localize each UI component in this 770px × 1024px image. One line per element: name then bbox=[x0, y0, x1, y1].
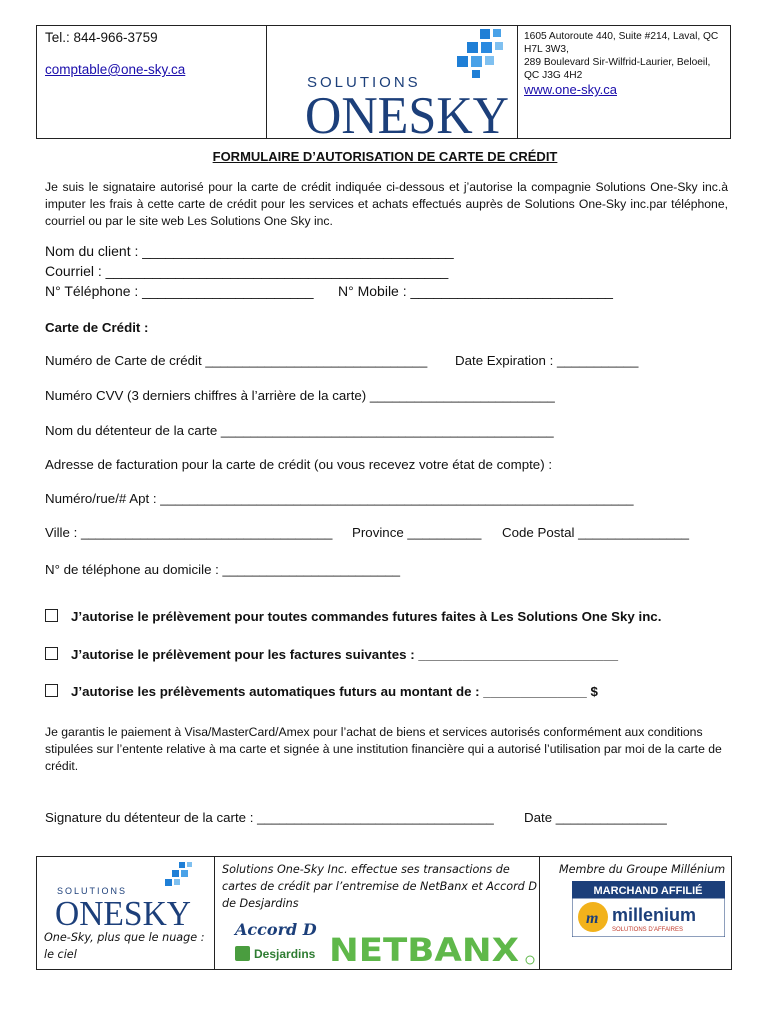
netbanx-text: NETBANX bbox=[329, 931, 520, 967]
footer-logo-cell bbox=[37, 857, 215, 969]
authorize-amount-option[interactable] bbox=[45, 684, 598, 699]
signature-field[interactable]: Signature du détenteur de la carte : ________________________________ bbox=[45, 810, 494, 825]
authorize-invoices-option[interactable] bbox=[45, 647, 618, 662]
authorize-all-option[interactable] bbox=[45, 609, 661, 624]
slogan-line: le ciel bbox=[44, 948, 77, 961]
form-title: FORMULAIRE D’AUTORISATION DE CARTE DE CRÉDIT bbox=[212, 149, 558, 164]
transactions-text bbox=[222, 861, 538, 912]
checkbox[interactable] bbox=[45, 684, 58, 697]
mobile-field[interactable]: N° Mobile : __________________________ bbox=[338, 283, 613, 299]
city-field[interactable]: Ville : __________________________________ bbox=[45, 525, 333, 540]
transactions-line: de Desjardins bbox=[222, 897, 299, 910]
netbanx-logo bbox=[327, 931, 537, 967]
desjardins-text: Desjardins bbox=[254, 947, 316, 961]
card-number-field[interactable]: Numéro de Carte de crédit ______________________________ bbox=[45, 353, 428, 368]
address-line: H7L 3W3, bbox=[524, 44, 569, 55]
date-field[interactable]: Date _______________ bbox=[524, 810, 667, 825]
millenium-logo bbox=[572, 881, 725, 937]
cvv-field[interactable]: Numéro CVV (3 derniers chiffres à l’arrière de la carte) _________________________ bbox=[45, 388, 555, 403]
logo-solutions-text: SOLUTIONS bbox=[307, 74, 421, 91]
footer-table bbox=[36, 856, 732, 970]
logo-onesky-text: ONESKY bbox=[305, 87, 509, 138]
svg-text:m: m bbox=[586, 910, 599, 927]
card-section-heading: Carte de Crédit : bbox=[45, 320, 149, 335]
address-cell bbox=[518, 26, 730, 138]
millenium-text: millenium bbox=[612, 905, 697, 925]
authorize-invoices-label: J’autorise le prélèvement pour les factures suivantes : ___________________________ bbox=[71, 647, 618, 662]
footer-logo-solutions-text: SOLUTIONS bbox=[57, 886, 128, 896]
company-address bbox=[524, 30, 729, 82]
payment-processor-cell bbox=[215, 857, 540, 969]
accord-text: Accord D bbox=[235, 920, 317, 939]
transactions-line: Solutions One-Sky Inc. effectue ses transactions de bbox=[222, 863, 510, 876]
home-phone-field[interactable]: N° de téléphone au domicile : ________________________ bbox=[45, 562, 401, 577]
registered-icon bbox=[526, 956, 534, 964]
intro-paragraph: Je suis le signataire autorisé pour la carte de crédit indiquée ci-dessous et j’autorise la compagnie Solutions One-Sky inc.à imputer les frais à cette carte de crédit pour les services et achats effectués auprès de Solutions One-Sky inc.par téléphone, courriel ou par le site web Les Solutions One Sky inc. bbox=[45, 180, 728, 228]
email-link[interactable]: comptable@one-sky.ca bbox=[45, 62, 186, 77]
billing-address-label: Adresse de facturation pour la carte de crédit (ou vous recevez votre état de compte) : bbox=[45, 457, 553, 472]
website-link[interactable]: www.one-sky.ca bbox=[524, 82, 617, 97]
footer-onesky-logo bbox=[37, 857, 214, 927]
onesky-logo bbox=[267, 26, 517, 138]
accord-desjardins-logo bbox=[233, 917, 323, 967]
footer-logo-onesky-text: ONESKY bbox=[55, 894, 191, 927]
millenium-sub-text: SOLUTIONS D’AFFAIRES bbox=[612, 927, 684, 933]
membership-cell bbox=[540, 857, 731, 969]
street-field[interactable]: Numéro/rue/# Apt : ________________________________________________________________ bbox=[45, 491, 634, 506]
client-name-field[interactable]: Nom du client : ________________________________________ bbox=[45, 243, 454, 259]
authorize-amount-label: J’autorise les prélèvements automatiques futurs au montant de : ______________ $ bbox=[71, 684, 598, 699]
email-field[interactable]: Courriel : ____________________________________________ bbox=[45, 263, 449, 279]
slogan bbox=[44, 929, 212, 963]
holder-name-field[interactable]: Nom du détenteur de la carte _____________________________________________ bbox=[45, 423, 554, 438]
slogan-line: One-Sky, plus que le nuage : bbox=[44, 931, 205, 944]
member-text: Membre du Groupe Millénium bbox=[559, 863, 726, 876]
phone-number: Tel.: 844-966-3759 bbox=[45, 30, 158, 45]
address-line: 289 Boulevard Sir-Wilfrid-Laurier, Beloeil, bbox=[524, 57, 711, 68]
postal-code-field[interactable]: Code Postal _______________ bbox=[502, 525, 690, 540]
address-line: 1605 Autoroute 440, Suite #214, Laval, QC bbox=[524, 31, 719, 42]
logo-squares-icon bbox=[457, 29, 503, 78]
desjardins-icon bbox=[235, 946, 250, 961]
logo-squares-icon bbox=[165, 862, 192, 886]
checkbox[interactable] bbox=[45, 647, 58, 660]
address-line: QC J3G 4H2 bbox=[524, 70, 583, 81]
transactions-line: cartes de crédit par l’entremise de NetBanx et Accord D bbox=[222, 880, 537, 893]
marchand-text: MARCHAND AFFILIÉ bbox=[593, 885, 703, 897]
expiry-field[interactable]: Date Expiration : ___________ bbox=[455, 353, 639, 368]
guarantee-paragraph: Je garantis le paiement à Visa/MasterCard/Amex pour l’achat de biens et services autorisés conformément aux conditions stipulées sur l’entente relative à ma carte et signée à une institution financière qui a autorisé l’utilisation par moi de la carte de crédit. bbox=[45, 725, 722, 773]
authorize-all-label: J’autorise le prélèvement pour toutes commandes futures faites à Les Solutions One Sky inc. bbox=[71, 609, 662, 624]
province-field[interactable]: Province __________ bbox=[352, 525, 482, 540]
checkbox[interactable] bbox=[45, 609, 58, 622]
header-table bbox=[36, 25, 731, 139]
contact-cell bbox=[37, 26, 267, 138]
phone-field[interactable]: N° Téléphone : ______________________ bbox=[45, 283, 314, 299]
logo-cell bbox=[267, 26, 518, 138]
